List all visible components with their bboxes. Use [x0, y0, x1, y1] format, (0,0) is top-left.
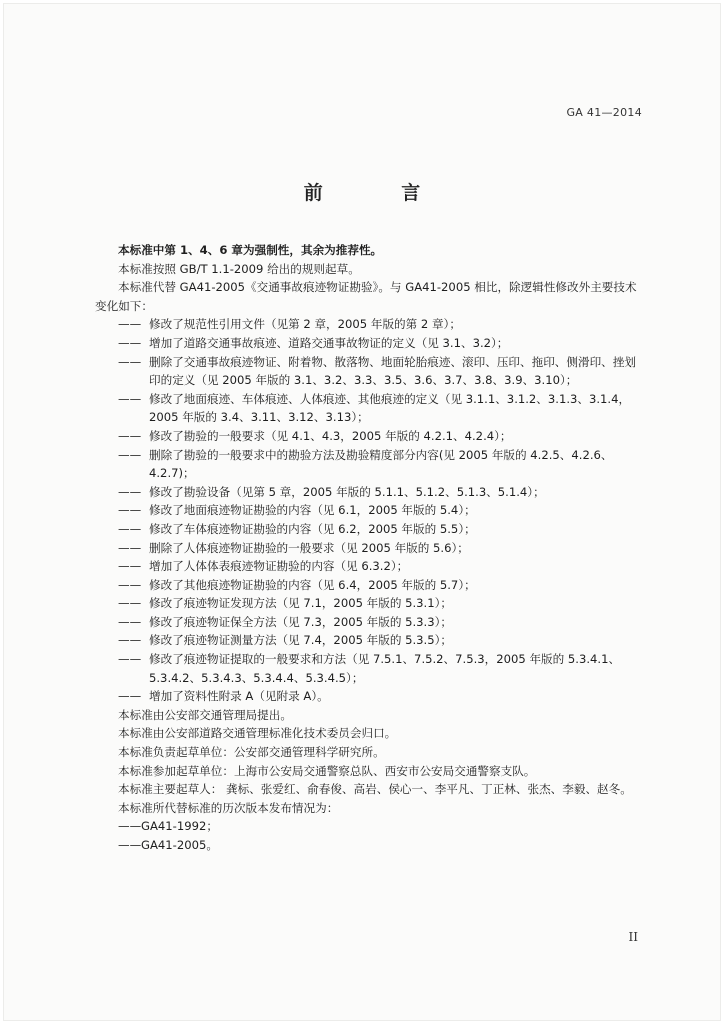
- dash-marker: ——: [118, 689, 142, 704]
- list-item: —— GA41-2005。: [95, 836, 643, 855]
- closing-paragraph: 本标准参加起草单位：上海市公安局交通警察总队、西安市公安局交通警察支队。: [118, 763, 536, 778]
- list-item: —— 删除了交通事故痕迹物证、附着物、散落物、地面轮胎痕迹、滚印、压印、拖印、侧滑印、挫划印的定义（见 2005 年版的 3.1、3.2、3.3、3.5、3.6、3.7、3.8、3.9、3.10）；: [118, 354, 636, 388]
- closing-paragraph: 本标准由公安部交通管理局提出。: [118, 707, 292, 722]
- list-item: —— 修改了规范性引用文件（见第 2 章，2005 年版的第 2 章）；: [95, 315, 643, 334]
- dash-marker: ——: [118, 596, 142, 611]
- page-title: 前 言: [303, 182, 457, 204]
- intro-paragraph: 本标准按照 GB/T 1.1-2009 给出的规则起草。: [118, 261, 360, 276]
- list-item: —— 删除了勘验的一般要求中的勘验方法及勘验精度部分内容(见 2005 年版的 4.2.5、4.2.6、4.2.7)；: [118, 447, 613, 481]
- list-item: —— 修改了勘验设备（见第 5 章，2005 年版的 5.1.1、5.1.2、5.1.3、5.1.4）；: [95, 483, 643, 502]
- list-item: —— 修改了其他痕迹物证勘验的内容（见 6.4，2005 年版的 5.7）；: [95, 576, 643, 595]
- closing-paragraph: 本标准主要起草人： 龚标、张爱红、俞春俊、高岩、侯心一、李平凡、丁正林、张杰、李毅、赵冬。: [118, 782, 632, 797]
- dash-marker: ——: [118, 521, 142, 536]
- dash-marker: ——: [118, 577, 142, 592]
- dash-marker: ——: [118, 317, 142, 332]
- list-item: —— GA41-1992；: [95, 817, 643, 836]
- dash-marker: ——: [118, 447, 142, 462]
- list-item: —— 修改了痕迹物证提取的一般要求和方法（见 7.5.1、7.5.2、7.5.3，2005 年版的 5.3.4.1、5.3.4.2、5.3.4.3、5.3.4.4、5.3.4.5）；: [118, 652, 621, 685]
- changes-list: [95, 315, 643, 705]
- dash-marker: ——: [118, 838, 142, 852]
- dash-marker: ——: [118, 484, 142, 499]
- closing-paragraph: 本标准负责起草单位：公安部交通管理科学研究所。: [118, 745, 385, 760]
- dash-marker: ——: [118, 633, 142, 648]
- list-item: —— 修改了痕迹物证发现方法（见 7.1，2005 年版的 5.3.1）；: [95, 594, 643, 613]
- closing-paragraph: 本标准由公安部道路交通管理标准化技术委员会归口。: [118, 726, 397, 741]
- document-page: [3, 3, 721, 1021]
- list-item: —— 修改了地面痕迹物证勘验的内容（见 6.1，2005 年版的 5.4）；: [95, 501, 643, 520]
- list-item: —— 增加了资料性附录 A（见附录 A）。: [95, 687, 643, 706]
- list-item: —— 删除了人体痕迹物证勘验的一般要求（见 2005 年版的 5.6）；: [95, 539, 643, 558]
- dash-marker: ——: [118, 391, 142, 406]
- foreword-body: [95, 241, 643, 855]
- standard-code: GA 41—2014: [566, 106, 642, 119]
- dash-marker: ——: [118, 614, 142, 629]
- dash-marker: ——: [118, 335, 142, 350]
- list-item: —— 修改了痕迹物证保全方法（见 7.3，2005 年版的 5.3.3）；: [95, 613, 643, 632]
- list-item: —— 修改了勘验的一般要求（见 4.1、4.3，2005 年版的 4.2.1、4.2.4）；: [95, 427, 643, 446]
- dash-marker: ——: [118, 354, 142, 369]
- intro-paragraph: 本标准中第 1、4、6 章为强制性，其余为推荐性。: [118, 243, 383, 257]
- dash-marker: ——: [118, 503, 142, 518]
- dash-marker: ——: [118, 428, 142, 443]
- list-item: —— 修改了车体痕迹物证勘验的内容（见 6.2，2005 年版的 5.5）；: [95, 520, 643, 539]
- closing-paragraph: 本标准所代替标准的历次版本发布情况为：: [118, 800, 339, 815]
- dash-marker: ——: [118, 559, 142, 574]
- history-list: [95, 817, 643, 854]
- dash-marker: ——: [118, 652, 142, 667]
- list-item: —— 修改了地面痕迹、车体痕迹、人体痕迹、其他痕迹的定义（见 3.1.1、3.1.2、3.1.3、3.1.4，2005 年版的 3.4、3.11、3.12、3.13）；: [118, 391, 631, 425]
- dash-marker: ——: [118, 819, 142, 834]
- page-number: II: [628, 930, 638, 944]
- dash-marker: ——: [118, 540, 142, 555]
- list-item: —— 修改了痕迹物证测量方法（见 7.4，2005 年版的 5.3.5）；: [95, 631, 643, 650]
- intro-paragraph: 本标准代替 GA41-2005《交通事故痕迹物证勘验》。与 GA41-2005 相比，除逻辑性修改外主要技术变化如下：: [95, 280, 637, 313]
- list-item: —— 增加了道路交通事故痕迹、道路交通事故物证的定义（见 3.1、3.2）；: [95, 334, 643, 353]
- list-item: —— 增加了人体体表痕迹物证勘验的内容（见 6.3.2）；: [95, 557, 643, 576]
